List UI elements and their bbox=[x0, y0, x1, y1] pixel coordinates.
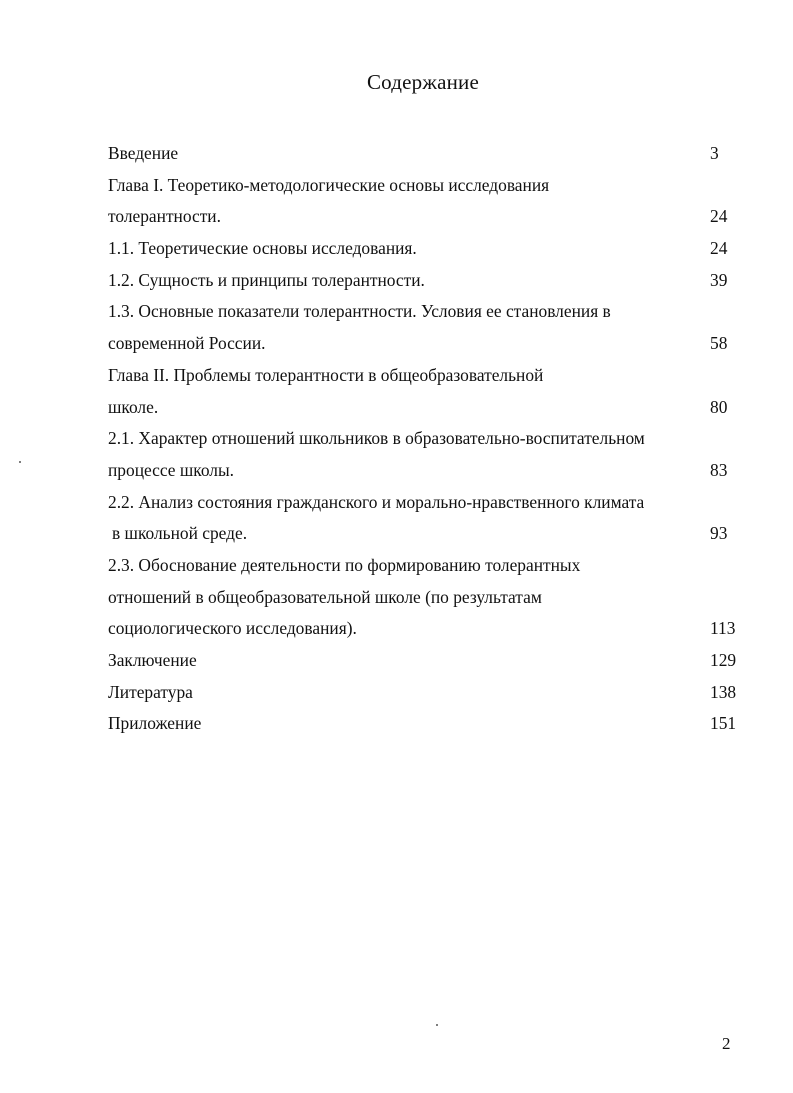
toc-entry bbox=[108, 708, 748, 740]
toc-entry-text: 2.1. Характер отношений школьников в образовательно-воспитательном bbox=[108, 428, 645, 449]
toc-entry-text: Глава I. Теоретико-методологические основы исследования bbox=[108, 174, 550, 195]
toc-entry-text: социологического исследования). bbox=[108, 618, 357, 639]
toc-entry-text: Заключение bbox=[108, 650, 197, 670]
toc-entry-page: 3 bbox=[710, 143, 719, 163]
toc-entry-page: 58 bbox=[710, 333, 728, 354]
toc-entry-text: Введение bbox=[108, 143, 179, 163]
toc-entry bbox=[108, 265, 748, 297]
toc-entry-text: школе. bbox=[108, 396, 159, 417]
toc-entry-text: 1.3. Основные показатели толерантности. Условия ее становления в bbox=[108, 301, 611, 322]
toc-entry-page: 93 bbox=[710, 523, 728, 544]
toc-entry-text: 2.3. Обоснование деятельности по формированию толерантных bbox=[108, 554, 581, 575]
toc-entry-text: процессе школы. bbox=[108, 459, 235, 480]
toc-entry bbox=[108, 201, 748, 233]
toc-entry bbox=[108, 455, 748, 487]
toc-entry-text: 1.1. Теоретические основы исследования. bbox=[108, 238, 417, 259]
toc-entry-text: Глава II. Проблемы толерантности в общеобразовательной bbox=[108, 364, 544, 385]
toc-entry-page: 129 bbox=[710, 650, 737, 670]
toc-entry-page: 138 bbox=[710, 681, 737, 702]
toc-entry-page: 24 bbox=[710, 238, 728, 259]
toc-entry-page: 39 bbox=[710, 269, 728, 290]
toc-entry bbox=[108, 487, 748, 519]
toc-entry-page: 24 bbox=[710, 206, 728, 227]
table-of-contents bbox=[108, 138, 748, 740]
toc-entry-text: Литература bbox=[108, 681, 193, 702]
toc-entry-text: отношений в общеобразовательной школе (по результатам bbox=[108, 586, 542, 607]
page-number: 2 bbox=[722, 1034, 731, 1053]
toc-entry bbox=[108, 423, 748, 455]
toc-entry-text: современной России. bbox=[108, 333, 266, 354]
page-title: Содержание bbox=[366, 70, 480, 94]
toc-entry bbox=[108, 138, 748, 170]
toc-entry bbox=[108, 392, 748, 424]
toc-entry-text: толерантности. bbox=[108, 206, 221, 227]
toc-entry-page: 80 bbox=[710, 396, 728, 417]
toc-entry bbox=[108, 518, 748, 550]
toc-entry bbox=[108, 582, 748, 614]
toc-entry bbox=[108, 645, 748, 677]
toc-entry bbox=[108, 677, 748, 709]
toc-entry bbox=[108, 550, 748, 582]
toc-entry bbox=[108, 296, 748, 328]
toc-entry bbox=[108, 360, 748, 392]
toc-entry bbox=[108, 170, 748, 202]
toc-entry-text: 1.2. Сущность и принципы толерантности. bbox=[108, 269, 425, 290]
toc-entry bbox=[108, 233, 748, 265]
toc-entry-page: 151 bbox=[710, 713, 737, 734]
toc-entry-text: в школьной среде. bbox=[112, 523, 248, 544]
toc-entry-text: Приложение bbox=[108, 713, 202, 734]
toc-entry-page: 83 bbox=[710, 459, 728, 480]
toc-entry bbox=[108, 328, 748, 360]
toc-entry-text: 2.2. Анализ состояния гражданского и морально-нравственного климата bbox=[108, 491, 645, 512]
toc-entry-page: 113 bbox=[710, 618, 736, 639]
scan-speck bbox=[19, 461, 21, 463]
scan-speck bbox=[436, 1024, 438, 1026]
toc-entry bbox=[108, 613, 748, 645]
